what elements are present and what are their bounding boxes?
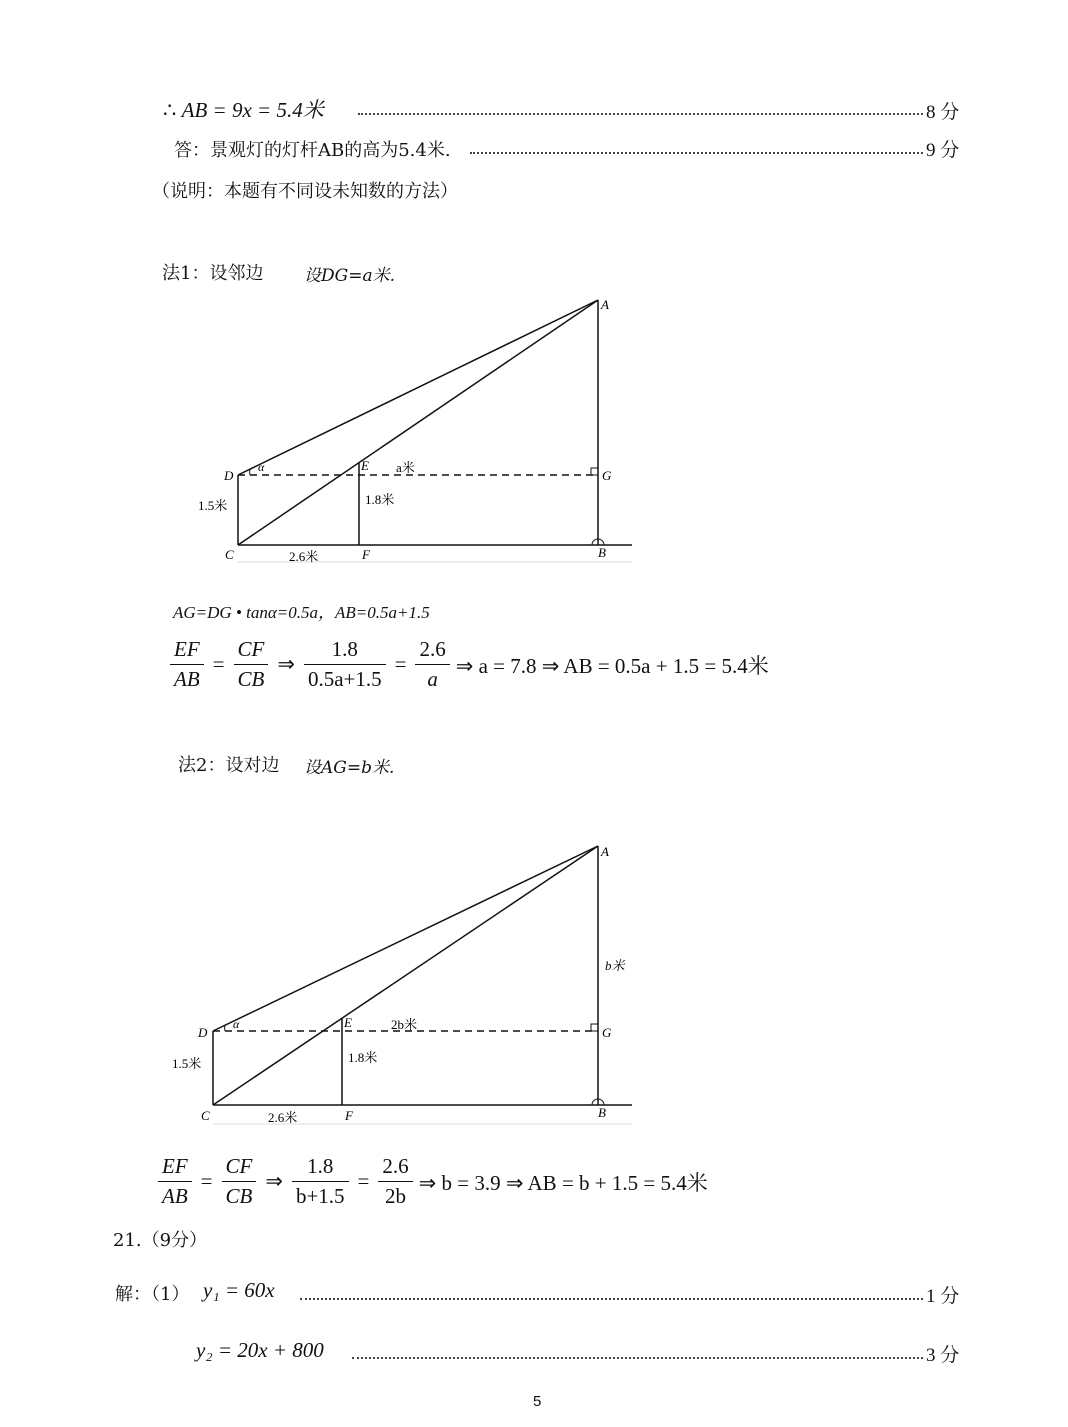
frac-den: CB [237,667,265,691]
label-f: F [345,1108,353,1123]
label-cf: 2.6米 [289,549,319,564]
method1-relation: AG=DG • tanα=0.5a，AB=0.5a+1.5 [173,603,430,622]
label-alpha: α [233,1017,240,1031]
label-dc: 1.5米 [198,498,228,513]
method2-setup: 设AG=b米. [304,758,395,778]
label-b: B [598,1105,606,1120]
therefore-symbol: ∴ [163,98,177,122]
eq-op: = [394,652,407,676]
method2-equation [156,1154,708,1209]
frac-den: a [427,667,438,691]
label-d: D [224,468,234,483]
q21-solution-prefix: 解：（1） [115,1284,190,1305]
score-9: 9 分 [926,140,960,161]
frac-den: CB [225,1184,253,1208]
answer-line: 答：景观灯的灯杆AB的高为5.4米. [174,140,451,161]
label-c: C [225,547,234,562]
label-g: G [602,468,612,483]
label-ef: 1.8米 [348,1050,378,1065]
frac-num: 2.6 [378,1154,412,1182]
q21-header: 21.（9分） [113,1230,208,1251]
frac-num: EF [158,1154,192,1182]
method1-title: 法1：设邻边 [162,263,264,284]
label-ef: 1.8米 [365,492,395,507]
frac-den: AB [174,667,200,691]
frac-den: AB [162,1184,188,1208]
score-3: 3 分 [926,1345,960,1366]
frac-num: 1.8 [292,1154,349,1182]
eq-tail: ⇒ b = 3.9 ⇒ AB = b + 1.5 = 5.4米 [418,1170,708,1195]
frac-num: CF [234,637,269,665]
frac-den: b+1.5 [295,1184,345,1208]
label-a: A [601,297,609,312]
q21-y2: y₂ = 20x + 800 [196,1338,324,1362]
label-f: F [362,547,370,562]
frac-num: 2.6 [415,637,449,665]
label-cf: 2.6米 [268,1110,298,1125]
score-1: 1 分 [926,1286,960,1307]
label-c: C [201,1108,210,1123]
label-e: E [361,458,369,473]
frac-num: EF [170,637,204,665]
score-8: 8 分 [926,102,960,123]
label-b: B [598,545,606,560]
eq-op: = [200,1169,213,1193]
method1-equation [168,637,769,692]
eq-op: = [357,1169,370,1193]
q21-y1: y₁ = 60x [203,1278,275,1302]
eq-op: = [212,652,225,676]
frac-num: 1.8 [304,637,386,665]
label-ag: b米 [605,958,625,973]
eq-tail: ⇒ a = 7.8 ⇒ AB = 0.5a + 1.5 = 5.4米 [455,653,769,678]
label-alpha: α [258,460,265,474]
frac-den: 2b [385,1184,407,1208]
method1-setup: 设DG=a米. [304,266,395,286]
frac-den: 0.5a+1.5 [307,667,382,691]
method-note: （说明：本题有不同设未知数的方法） [152,181,458,202]
method2-title: 法2：设对边 [178,755,280,776]
label-d: D [198,1025,208,1040]
label-a: A [601,844,609,859]
eq-op: ⇒ [265,1169,283,1193]
eq-op: ⇒ [277,652,295,676]
ab-result-expr: AB = 9x = 5.4米 [181,98,324,122]
dot-leader [352,1357,923,1359]
page-number: 5 [533,1393,542,1410]
label-e: E [344,1015,352,1030]
frac-num: CF [222,1154,257,1182]
label-dg: a米 [396,460,415,475]
label-dc: 1.5米 [172,1056,202,1071]
label-eg: 2b米 [391,1017,418,1032]
label-g: G [602,1025,612,1040]
dot-leader [300,1298,923,1300]
